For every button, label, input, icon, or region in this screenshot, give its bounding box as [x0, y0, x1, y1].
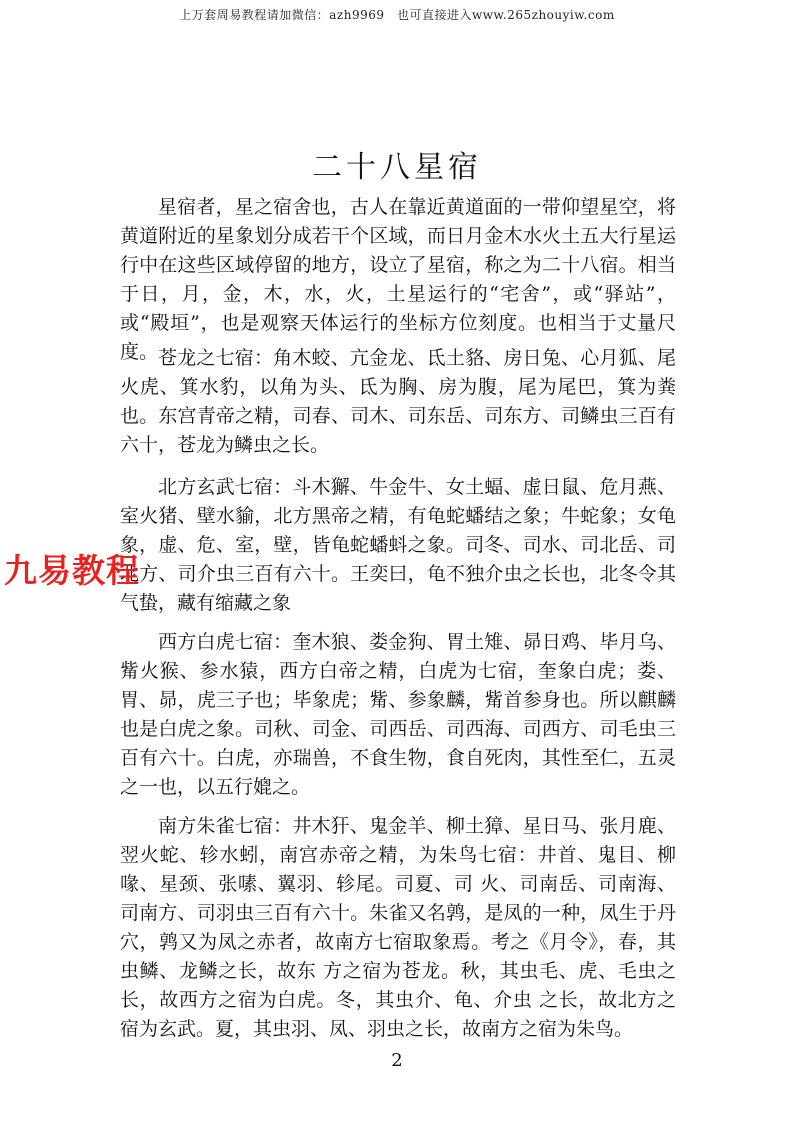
page-number: 2 [391, 1050, 403, 1071]
paragraph-white-tiger: 西方白虎七宿：奎木狼、娄金狗、胃土雉、昴日鸡、毕月乌、觜火猴、参水猿，西方白帝之精，白虎为七宿，奎象白虎；娄、胃、昴，虎三子也；毕象虎；觜、参象麟，觜首参身也。所以麒麟也是白虎之象。司秋、司金、司西岳、司西海、司西方、司毛虫三百有六十。白虎，亦瑞兽，不食生物，食自死肉，其性至仁，五灵之一也，以五行媲之。 [120, 631, 676, 798]
page-header: 上万套周易教程请加微信：azh9969 也可直接进入www.265zhouyiw.com [179, 8, 615, 22]
watermark-logo: 九易教程 [4, 551, 140, 590]
page-title: 二十八星宿 [312, 150, 482, 185]
paragraph-intro: 星宿者，星之宿舍也，古人在靠近黄道面的一带仰望星空，将黄道附近的星象划分成若干个区域，而日月金木水火土五大行星运行中在这些区域停留的地方，设立了星宿，称之为二十八宿。相当于日，月，金，木，水，火，土星运行的“宅舍”，或“驿站”，或“殿垣”，也是观察天体运行的坐标方位刻度。也相当于丈量尺度。 [120, 196, 676, 363]
paragraph-azure-dragon: 苍龙之七宿：角木蛟、亢金龙、氐土貉、房日兔、心月狐、尾火虎、箕水豹，以角为头、氐为胸、房为腹，尾为尾巴，箕为粪也。东宫青帝之精，司春、司木、司东岳、司东方、司鳞虫三百有六十，苍龙为鳞虫之长。 [120, 347, 676, 456]
paragraph-black-tortoise: 北方玄武七宿：斗木獬、牛金牛、女土蝠、虚日鼠、危月燕、室火猪、壁水貐，北方黑帝之精，有龟蛇蟠结之象；牛蛇象；女龟象，虚、危、室，壁，皆龟蛇蟠蚪之象。司冬、司水、司北岳、司北方、司介虫三百有六十。王奕曰，龟不独介虫之长也，北冬令其气蛰，藏有缩藏之象 [120, 476, 676, 614]
paragraph-vermilion-bird: 南方朱雀七宿：井木犴、鬼金羊、柳土獐、星日马、张月鹿、翌火蛇、轸水蚓，南宫赤帝之精，为朱鸟七宿：井首、鬼目、柳喙、星颈、张嗉、翼羽、轸尾。司夏、司 火、司南岳、司南海、司南方、司羽虫三百有六十。朱雀又名鹑，是凤的一种，凤生于丹 穴，鹑又为凤之赤者，故南方七宿取象焉。考之《月令》，春，其虫鳞、龙鳞之长，故东 方之宿为苍龙。秋，其虫毛、虎、毛虫之长，故西方之宿为白虎。冬，其虫介、龟、介虫 之长，故北方之宿为玄武。夏，其虫羽、凤、羽虫之长，故南方之宿为朱鸟。 [120, 815, 676, 1040]
